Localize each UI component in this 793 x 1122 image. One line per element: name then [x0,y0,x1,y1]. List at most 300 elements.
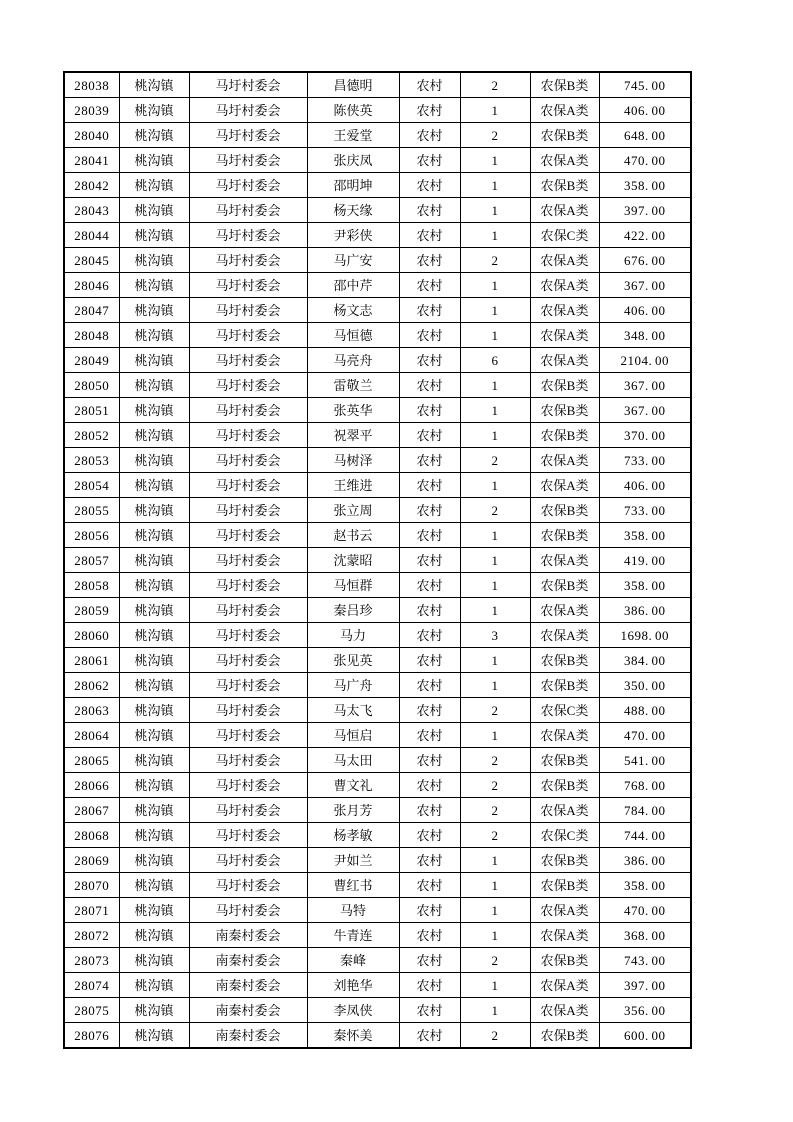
person-count-cell: 3 [460,623,530,648]
table-row [64,948,691,973]
village-committee-cell: 马圩村委会 [189,423,307,448]
table-body [64,72,691,1048]
residence-type-cell: 农村 [399,198,460,223]
table-row [64,248,691,273]
amount-cell: 541. 00 [599,748,691,773]
residence-type-cell: 农村 [399,623,460,648]
village-committee-cell: 马圩村委会 [189,348,307,373]
person-count-cell: 1 [460,298,530,323]
serial-number-cell: 28048 [64,323,119,348]
insurance-class-cell: 农保A类 [530,623,599,648]
amount-cell: 397. 00 [599,973,691,998]
town-cell: 桃沟镇 [119,298,189,323]
town-cell: 桃沟镇 [119,773,189,798]
insurance-class-cell: 农保B类 [530,1023,599,1049]
person-name-cell: 雷敬兰 [307,373,399,398]
amount-cell: 406. 00 [599,298,691,323]
town-cell: 桃沟镇 [119,498,189,523]
serial-number-cell: 28058 [64,573,119,598]
amount-cell: 676. 00 [599,248,691,273]
amount-cell: 733. 00 [599,498,691,523]
village-committee-cell: 马圩村委会 [189,223,307,248]
insurance-class-cell: 农保B类 [530,423,599,448]
residence-type-cell: 农村 [399,323,460,348]
town-cell: 桃沟镇 [119,348,189,373]
residence-type-cell: 农村 [399,423,460,448]
town-cell: 桃沟镇 [119,473,189,498]
village-committee-cell: 马圩村委会 [189,698,307,723]
residence-type-cell: 农村 [399,923,460,948]
amount-cell: 358. 00 [599,873,691,898]
insurance-class-cell: 农保A类 [530,923,599,948]
person-count-cell: 2 [460,248,530,273]
table-row [64,848,691,873]
table-row [64,698,691,723]
person-name-cell: 赵书云 [307,523,399,548]
table-row [64,723,691,748]
town-cell: 桃沟镇 [119,673,189,698]
village-committee-cell: 马圩村委会 [189,198,307,223]
residence-type-cell: 农村 [399,998,460,1023]
table-row [64,98,691,123]
person-name-cell: 张见英 [307,648,399,673]
person-name-cell: 祝翠平 [307,423,399,448]
serial-number-cell: 28046 [64,273,119,298]
insurance-class-cell: 农保B类 [530,848,599,873]
amount-cell: 367. 00 [599,373,691,398]
person-count-cell: 1 [460,398,530,423]
person-count-cell: 2 [460,72,530,98]
table-row [64,148,691,173]
insurance-class-cell: 农保C类 [530,698,599,723]
amount-cell: 733. 00 [599,448,691,473]
person-name-cell: 马力 [307,623,399,648]
serial-number-cell: 28044 [64,223,119,248]
town-cell: 桃沟镇 [119,623,189,648]
residence-type-cell: 农村 [399,473,460,498]
person-count-cell: 2 [460,1023,530,1049]
town-cell: 桃沟镇 [119,448,189,473]
village-committee-cell: 马圩村委会 [189,498,307,523]
residence-type-cell: 农村 [399,298,460,323]
town-cell: 桃沟镇 [119,373,189,398]
serial-number-cell: 28049 [64,348,119,373]
person-count-cell: 1 [460,98,530,123]
person-name-cell: 马太飞 [307,698,399,723]
table-row [64,323,691,348]
table-row [64,573,691,598]
residence-type-cell: 农村 [399,798,460,823]
residence-type-cell: 农村 [399,148,460,173]
insurance-class-cell: 农保B类 [530,173,599,198]
village-committee-cell: 马圩村委会 [189,848,307,873]
residence-type-cell: 农村 [399,898,460,923]
insurance-class-cell: 农保A类 [530,448,599,473]
person-count-cell: 1 [460,373,530,398]
person-count-cell: 6 [460,348,530,373]
person-count-cell: 1 [460,148,530,173]
table-row [64,498,691,523]
residence-type-cell: 农村 [399,1023,460,1049]
town-cell: 桃沟镇 [119,823,189,848]
table-row [64,823,691,848]
table-row [64,1023,691,1049]
insurance-class-cell: 农保A类 [530,998,599,1023]
town-cell: 桃沟镇 [119,98,189,123]
village-committee-cell: 马圩村委会 [189,598,307,623]
amount-cell: 350. 00 [599,673,691,698]
serial-number-cell: 28067 [64,798,119,823]
table-row [64,72,691,98]
person-count-cell: 1 [460,573,530,598]
person-name-cell: 王爱堂 [307,123,399,148]
amount-cell: 386. 00 [599,598,691,623]
insurance-class-cell: 农保B类 [530,398,599,423]
serial-number-cell: 28072 [64,923,119,948]
serial-number-cell: 28061 [64,648,119,673]
table-row [64,173,691,198]
serial-number-cell: 28073 [64,948,119,973]
village-committee-cell: 马圩村委会 [189,898,307,923]
residence-type-cell: 农村 [399,398,460,423]
amount-cell: 743. 00 [599,948,691,973]
amount-cell: 384. 00 [599,648,691,673]
amount-cell: 422. 00 [599,223,691,248]
insurance-class-cell: 农保A类 [530,348,599,373]
table-row [64,523,691,548]
village-committee-cell: 马圩村委会 [189,673,307,698]
serial-number-cell: 28052 [64,423,119,448]
residence-type-cell: 农村 [399,523,460,548]
amount-cell: 488. 00 [599,698,691,723]
person-name-cell: 秦吕珍 [307,598,399,623]
residence-type-cell: 农村 [399,698,460,723]
person-count-cell: 1 [460,848,530,873]
serial-number-cell: 28053 [64,448,119,473]
serial-number-cell: 28071 [64,898,119,923]
insurance-class-cell: 农保A类 [530,148,599,173]
village-committee-cell: 马圩村委会 [189,473,307,498]
residence-type-cell: 农村 [399,773,460,798]
town-cell: 桃沟镇 [119,898,189,923]
person-name-cell: 曹红书 [307,873,399,898]
amount-cell: 406. 00 [599,473,691,498]
village-committee-cell: 南秦村委会 [189,998,307,1023]
serial-number-cell: 28068 [64,823,119,848]
person-count-cell: 1 [460,723,530,748]
village-committee-cell: 马圩村委会 [189,323,307,348]
insurance-class-cell: 农保A类 [530,598,599,623]
village-committee-cell: 南秦村委会 [189,973,307,998]
table-row [64,598,691,623]
insurance-class-cell: 农保A类 [530,798,599,823]
serial-number-cell: 28064 [64,723,119,748]
amount-cell: 367. 00 [599,273,691,298]
table-row [64,873,691,898]
town-cell: 桃沟镇 [119,748,189,773]
serial-number-cell: 28047 [64,298,119,323]
person-name-cell: 刘艳华 [307,973,399,998]
amount-cell: 386. 00 [599,848,691,873]
amount-cell: 348. 00 [599,323,691,348]
amount-cell: 358. 00 [599,573,691,598]
person-name-cell: 邵中芹 [307,273,399,298]
village-committee-cell: 马圩村委会 [189,648,307,673]
person-name-cell: 牛青连 [307,923,399,948]
serial-number-cell: 28051 [64,398,119,423]
person-count-cell: 1 [460,973,530,998]
village-committee-cell: 马圩村委会 [189,873,307,898]
residence-type-cell: 农村 [399,373,460,398]
person-count-cell: 2 [460,823,530,848]
person-name-cell: 马亮舟 [307,348,399,373]
insurance-class-cell: 农保A类 [530,198,599,223]
serial-number-cell: 28054 [64,473,119,498]
person-count-cell: 2 [460,448,530,473]
person-name-cell: 李凤侠 [307,998,399,1023]
insurance-class-cell: 农保A类 [530,273,599,298]
amount-cell: 2104. 00 [599,348,691,373]
residence-type-cell: 农村 [399,348,460,373]
town-cell: 桃沟镇 [119,948,189,973]
person-name-cell: 马太田 [307,748,399,773]
serial-number-cell: 28038 [64,72,119,98]
serial-number-cell: 28040 [64,123,119,148]
table-row [64,348,691,373]
table-row [64,773,691,798]
village-committee-cell: 马圩村委会 [189,748,307,773]
serial-number-cell: 28045 [64,248,119,273]
village-committee-cell: 马圩村委会 [189,448,307,473]
serial-number-cell: 28039 [64,98,119,123]
person-name-cell: 杨文志 [307,298,399,323]
town-cell: 桃沟镇 [119,973,189,998]
serial-number-cell: 28069 [64,848,119,873]
village-committee-cell: 南秦村委会 [189,923,307,948]
residence-type-cell: 农村 [399,573,460,598]
residence-type-cell: 农村 [399,448,460,473]
table-row [64,623,691,648]
person-count-cell: 1 [460,323,530,348]
table-row [64,973,691,998]
person-count-cell: 2 [460,698,530,723]
person-count-cell: 1 [460,173,530,198]
village-committee-cell: 马圩村委会 [189,823,307,848]
person-count-cell: 1 [460,673,530,698]
serial-number-cell: 28066 [64,773,119,798]
residence-type-cell: 农村 [399,173,460,198]
insurance-class-cell: 农保A类 [530,898,599,923]
town-cell: 桃沟镇 [119,173,189,198]
person-count-cell: 1 [460,873,530,898]
person-count-cell: 1 [460,223,530,248]
town-cell: 桃沟镇 [119,198,189,223]
amount-cell: 744. 00 [599,823,691,848]
person-name-cell: 马树泽 [307,448,399,473]
table-row [64,448,691,473]
amount-cell: 1698. 00 [599,623,691,648]
amount-cell: 768. 00 [599,773,691,798]
person-count-cell: 2 [460,773,530,798]
amount-cell: 419. 00 [599,548,691,573]
insurance-class-cell: 农保B类 [530,72,599,98]
insurance-class-cell: 农保A类 [530,473,599,498]
insurance-class-cell: 农保B类 [530,948,599,973]
village-committee-cell: 马圩村委会 [189,548,307,573]
table-row [64,673,691,698]
person-name-cell: 杨孝敏 [307,823,399,848]
village-committee-cell: 马圩村委会 [189,173,307,198]
person-name-cell: 张立周 [307,498,399,523]
residence-type-cell: 农村 [399,98,460,123]
table-row [64,798,691,823]
residence-type-cell: 农村 [399,123,460,148]
person-name-cell: 昌德明 [307,72,399,98]
insurance-class-cell: 农保A类 [530,298,599,323]
table-row [64,373,691,398]
person-count-cell: 1 [460,898,530,923]
person-count-cell: 2 [460,948,530,973]
serial-number-cell: 28057 [64,548,119,573]
village-committee-cell: 马圩村委会 [189,72,307,98]
village-committee-cell: 马圩村委会 [189,373,307,398]
person-count-cell: 1 [460,273,530,298]
town-cell: 桃沟镇 [119,573,189,598]
table-row [64,648,691,673]
residence-type-cell: 农村 [399,973,460,998]
town-cell: 桃沟镇 [119,223,189,248]
residence-type-cell: 农村 [399,648,460,673]
village-committee-cell: 南秦村委会 [189,1023,307,1049]
person-name-cell: 马广舟 [307,673,399,698]
insurance-class-cell: 农保B类 [530,648,599,673]
village-committee-cell: 马圩村委会 [189,273,307,298]
table-row [64,998,691,1023]
residence-type-cell: 农村 [399,273,460,298]
insurance-class-cell: 农保A类 [530,98,599,123]
table-row [64,298,691,323]
residence-type-cell: 农村 [399,848,460,873]
amount-cell: 784. 00 [599,798,691,823]
village-committee-cell: 马圩村委会 [189,298,307,323]
insurance-class-cell: 农保B类 [530,498,599,523]
residence-type-cell: 农村 [399,948,460,973]
person-name-cell: 张英华 [307,398,399,423]
table-row [64,198,691,223]
residence-type-cell: 农村 [399,748,460,773]
residence-type-cell: 农村 [399,72,460,98]
person-name-cell: 马恒启 [307,723,399,748]
residence-type-cell: 农村 [399,823,460,848]
village-committee-cell: 马圩村委会 [189,523,307,548]
person-count-cell: 1 [460,198,530,223]
amount-cell: 600. 00 [599,1023,691,1049]
town-cell: 桃沟镇 [119,248,189,273]
town-cell: 桃沟镇 [119,798,189,823]
person-name-cell: 张月芳 [307,798,399,823]
town-cell: 桃沟镇 [119,698,189,723]
amount-cell: 470. 00 [599,898,691,923]
village-committee-cell: 南秦村委会 [189,948,307,973]
person-name-cell: 曹文礼 [307,773,399,798]
amount-cell: 370. 00 [599,423,691,448]
village-committee-cell: 马圩村委会 [189,123,307,148]
insurance-class-cell: 农保A类 [530,248,599,273]
person-name-cell: 陈侠英 [307,98,399,123]
town-cell: 桃沟镇 [119,123,189,148]
village-committee-cell: 马圩村委会 [189,723,307,748]
town-cell: 桃沟镇 [119,423,189,448]
insurance-class-cell: 农保B类 [530,773,599,798]
table-row [64,548,691,573]
person-name-cell: 马特 [307,898,399,923]
person-name-cell: 张庆凤 [307,148,399,173]
amount-cell: 470. 00 [599,148,691,173]
town-cell: 桃沟镇 [119,923,189,948]
table-row [64,123,691,148]
amount-cell: 356. 00 [599,998,691,1023]
amount-cell: 745. 00 [599,72,691,98]
village-committee-cell: 马圩村委会 [189,98,307,123]
residence-type-cell: 农村 [399,223,460,248]
person-count-cell: 2 [460,748,530,773]
serial-number-cell: 28043 [64,198,119,223]
town-cell: 桃沟镇 [119,72,189,98]
village-committee-cell: 马圩村委会 [189,248,307,273]
insurance-class-cell: 农保B类 [530,373,599,398]
residence-type-cell: 农村 [399,548,460,573]
town-cell: 桃沟镇 [119,523,189,548]
serial-number-cell: 28076 [64,1023,119,1049]
table-row [64,273,691,298]
residence-type-cell: 农村 [399,673,460,698]
amount-cell: 406. 00 [599,98,691,123]
town-cell: 桃沟镇 [119,648,189,673]
village-committee-cell: 马圩村委会 [189,573,307,598]
person-name-cell: 秦峰 [307,948,399,973]
town-cell: 桃沟镇 [119,273,189,298]
person-name-cell: 王维进 [307,473,399,498]
village-committee-cell: 马圩村委会 [189,623,307,648]
residence-type-cell: 农村 [399,723,460,748]
person-count-cell: 1 [460,923,530,948]
person-count-cell: 1 [460,648,530,673]
town-cell: 桃沟镇 [119,323,189,348]
person-count-cell: 1 [460,548,530,573]
village-committee-cell: 马圩村委会 [189,148,307,173]
amount-cell: 367. 00 [599,398,691,423]
amount-cell: 648. 00 [599,123,691,148]
table-row [64,898,691,923]
town-cell: 桃沟镇 [119,1023,189,1049]
person-name-cell: 尹彩侠 [307,223,399,248]
residence-type-cell: 农村 [399,873,460,898]
table-row [64,923,691,948]
insurance-class-cell: 农保B类 [530,748,599,773]
table-row [64,748,691,773]
insurance-class-cell: 农保C类 [530,223,599,248]
town-cell: 桃沟镇 [119,398,189,423]
serial-number-cell: 28065 [64,748,119,773]
table-row [64,398,691,423]
person-name-cell: 沈蒙昭 [307,548,399,573]
insurance-class-cell: 农保B类 [530,573,599,598]
person-name-cell: 马恒德 [307,323,399,348]
person-name-cell: 马恒群 [307,573,399,598]
person-name-cell: 秦怀美 [307,1023,399,1049]
insurance-class-cell: 农保A类 [530,723,599,748]
table-row [64,473,691,498]
